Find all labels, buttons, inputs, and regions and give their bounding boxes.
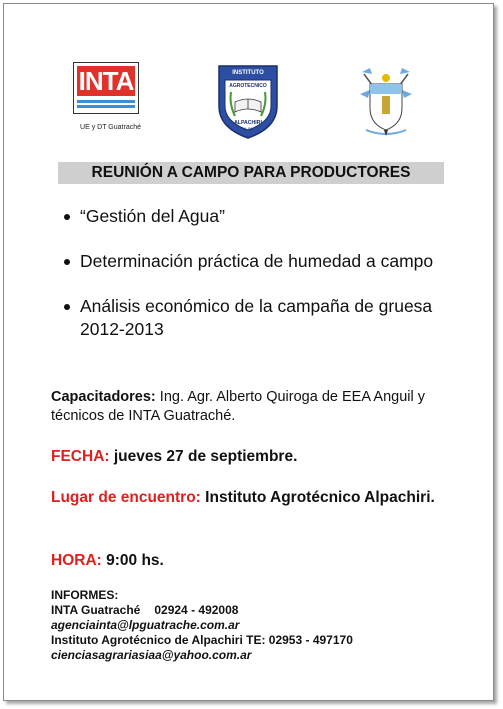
inta-logo: [73, 62, 141, 142]
shield-bottom-text: ALPACHIRI: [234, 120, 262, 126]
bullet-icon: [64, 214, 70, 220]
list-item-text: Análisis económico de la campaña de gruesa 2012-2013: [80, 296, 433, 339]
topics-list: [64, 205, 444, 363]
hora-section: [51, 551, 471, 570]
shield-top-text: INSTITUTO: [232, 70, 264, 76]
hora-label: HORA:: [51, 552, 102, 569]
inta-logo-stripe: [77, 100, 135, 103]
inta-contact-phone: 02924 - 492008: [154, 603, 239, 617]
inta-contact-name: INTA Guatraché: [51, 603, 141, 617]
coat-of-arms-logo: [356, 64, 416, 138]
list-item-text: Determinación práctica de humedad a campo: [80, 251, 434, 271]
list-item-text: “Gestión del Agua”: [80, 206, 225, 226]
inta-contact-line: [51, 603, 471, 618]
instituto-email[interactable]: cienciasagrariasiaa@yahoo.com.ar: [51, 648, 252, 662]
coat-of-arms-icon: [356, 64, 416, 138]
instituto-shield-logo: [215, 62, 281, 140]
bullet-icon: [64, 304, 70, 310]
list-item: [64, 205, 444, 228]
fecha-value: jueves 27 de septiembre.: [113, 448, 298, 465]
shield-sub-text: (L.P.): [243, 126, 253, 131]
fecha-label: FECHA:: [51, 448, 110, 465]
shield-mid-text: AGROTECNICO: [229, 83, 267, 89]
lugar-section: [51, 488, 471, 508]
lugar-label: Lugar de encuentro:: [51, 489, 201, 506]
lugar-value: Instituto Agrotécnico Alpachiri.: [205, 489, 435, 506]
capacitadores-label: Capacitadores:: [51, 389, 156, 405]
list-item: [64, 295, 444, 341]
informes-label: INFORMES:: [51, 588, 119, 602]
informes-section: [51, 588, 471, 663]
page-title: REUNIÓN A CAMPO PARA PRODUCTORES: [58, 162, 444, 184]
inta-logo-caption: UE y DT Guatraché: [80, 124, 141, 131]
inta-email[interactable]: agenciainta@lpguatrache.com.ar: [51, 618, 240, 632]
inta-logo-text: INTA: [78, 66, 134, 96]
list-item: [64, 250, 444, 273]
hora-value: 9:00 hs.: [106, 552, 164, 569]
inta-logo-stripe: [77, 105, 135, 108]
inta-logo-box: [73, 62, 139, 114]
capacitadores-text: Ing. Agr. Alberto Quiroga de EEA Anguil y técnicos de INTA Guatraché.: [51, 389, 426, 424]
capacitadores-section: [51, 388, 471, 426]
instituto-contact-line: Instituto Agrotécnico de Alpachiri TE: 02953 - 497170: [51, 633, 353, 647]
bullet-icon: [64, 259, 70, 265]
shield-icon: [215, 62, 281, 140]
fecha-section: [51, 447, 471, 466]
